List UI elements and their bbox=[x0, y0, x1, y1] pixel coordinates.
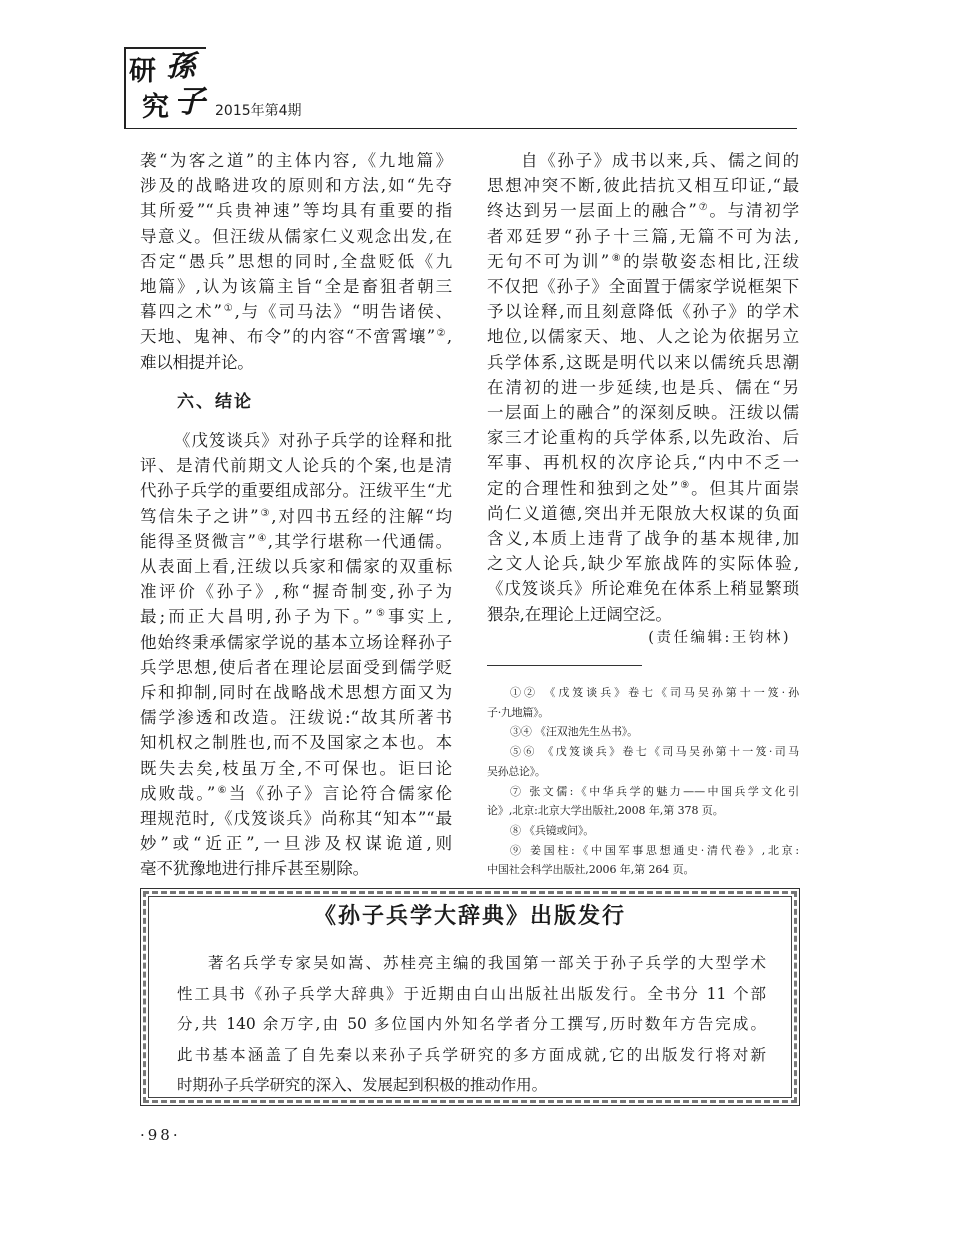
footnotes bbox=[487, 683, 799, 880]
notice-body bbox=[177, 948, 766, 1101]
text-line: 地位,以儒家天、地、人之论为依据另立 bbox=[487, 327, 799, 347]
text-line: 军事、再机权的次序论兵,“内中不乏一 bbox=[487, 453, 799, 473]
text-line: 导意义。但汪绂从儒家仁义观念出发,在 bbox=[140, 226, 452, 246]
footnote-line: 论》,北京:北京大学出版社,2008 年,第 378 页。 bbox=[487, 804, 724, 818]
text-line: 难以相提并论。 bbox=[140, 352, 254, 372]
notice-line: 分,共 140 余万字,由 50 多位国内外知名学者分工撰写,历时数年方告完成。 bbox=[177, 1015, 766, 1033]
text-line: 既失去矣,枝虽万全,不可保也。讵曰论 bbox=[140, 758, 452, 778]
text-line: 袭“为客之道”的主体内容,《九地篇》 bbox=[140, 151, 452, 170]
footnote-line: ⑨ 姜国柱:《中国军事思想通史·清代卷》,北京: bbox=[510, 843, 799, 857]
footnote-line: ⑦ 张文儒:《中华兵学的魅力——中国兵学文化引 bbox=[510, 784, 799, 798]
text-line: 家三才论重构的兵学体系,以先政治、后 bbox=[487, 428, 799, 448]
footnote-ref: ① bbox=[221, 303, 235, 315]
text-line: 妙”或“近正”,一旦涉及权谋诡道,则 bbox=[140, 834, 452, 854]
text-line: 无句不可为训”⑧的崇敬姿态相比,汪绂 bbox=[487, 251, 799, 271]
editor-credit: (责任编辑:王钧林) bbox=[648, 630, 791, 646]
logo-char: 研 bbox=[129, 56, 156, 87]
text-line: 终达到另一层面上的融合”⑦。与清初学 bbox=[487, 201, 799, 221]
text-line: 从表面上看,汪绂以兵家和儒家的双重标 bbox=[140, 557, 452, 577]
notice-line: 此书基本涵盖了自先秦以来孙子兵学研究的多方面成就,它的出版发行将对新 bbox=[177, 1045, 766, 1064]
notice-line: 性工具书《孙子兵学大辞典》于近期由白山出版社出版发行。全书分 11 个部 bbox=[177, 984, 766, 1003]
notice-line: 著名兵学专家吴如嵩、苏桂亮主编的我国第一部关于孙子兵学的大型学术 bbox=[208, 954, 766, 972]
footnote-ref: ③ bbox=[258, 507, 272, 519]
text-line: 不仅把《孙子》全面置于儒家学说框架下 bbox=[487, 277, 799, 297]
left-column-continued bbox=[140, 148, 452, 375]
text-line: 猥杂,在理论上迂阔空泛。 bbox=[487, 604, 672, 624]
left-column-conclusion bbox=[140, 428, 452, 882]
text-line: 者邓廷罗“孙子十三篇,无篇不可为法, bbox=[487, 226, 799, 246]
footnote-line: ①② 《戊笈谈兵》卷七《司马吴孙第十一笈·孙 bbox=[510, 686, 799, 699]
text-line: 《戊笈谈兵》所论难免在体系上稍显繁琐 bbox=[487, 579, 799, 599]
text-line: 否定“愚兵”思想的同时,全盘贬低《九 bbox=[140, 251, 452, 271]
text-line: 之文人论兵,缺少军旅战阵的实际体验, bbox=[487, 554, 799, 574]
text-line: 予以诠释,而且刻意降低《孙子》的学术 bbox=[487, 302, 799, 322]
footnote-line: ③④ 《汪双池先生丛书》。 bbox=[510, 725, 638, 739]
text-line: 儒学渗透和改造。汪绂说:“故其所著书 bbox=[140, 708, 452, 728]
issue-label: 2015年第4期 bbox=[215, 103, 302, 119]
text-line: 暮四之术”①,与《司马法》“明告诸侯、 bbox=[140, 302, 452, 322]
logo-char: 子 bbox=[174, 84, 205, 120]
page-number: ·98· bbox=[140, 1126, 181, 1144]
footnote-line: 中国社会科学出版社,2006 年,第 264 页。 bbox=[487, 863, 695, 877]
logo-char: 究 bbox=[142, 92, 169, 123]
text-line: 定的合理性和独到之处”⑨。但其片面崇 bbox=[487, 478, 799, 498]
logo-char: 孫 bbox=[166, 49, 196, 83]
publication-notice-box bbox=[140, 888, 800, 1106]
text-line: 尚仁义道德,突出并无限放大权谋的负面 bbox=[487, 503, 799, 523]
text-line: 成败哉。”⑥当《孙子》言论符合儒家伦 bbox=[140, 783, 453, 803]
journal-logo bbox=[124, 47, 206, 128]
header-rule bbox=[124, 128, 797, 129]
text-line: 兵学体系,这既是明代以来以儒统兵思潮 bbox=[487, 352, 799, 372]
footnote-line: ⑤⑥ 《戊笈谈兵》卷七《司马吴孙第十一笈·司马 bbox=[510, 745, 799, 759]
text-line: 笃信朱子之讲”③,对四书五经的注解“均 bbox=[140, 506, 452, 526]
text-line: 在清初的进一步延续,也是兵、儒在“另 bbox=[487, 377, 799, 397]
footnote-ref: ⑨ bbox=[678, 479, 692, 491]
text-line: 地篇》,认为该篇主旨“全是畜狙者朝三 bbox=[140, 277, 452, 297]
notice-title: 《孙子兵学大辞典》出版发行 bbox=[313, 903, 626, 929]
text-line: 一层面上的融合”的深刻反映。汪绂以儒 bbox=[487, 403, 799, 423]
footnote-rule bbox=[487, 665, 642, 666]
text-line: 最;而正大昌明,孙子为下。”⑤事实上, bbox=[140, 607, 452, 627]
text-line: 天地、鬼神、布令”的内容“不啻霄壤”②, bbox=[140, 327, 452, 347]
text-line: 代孙子兵学的重要组成部分。汪绂平生“尤 bbox=[140, 481, 452, 501]
text-line: 知机权之制胜也,而不及国家之本也。本 bbox=[140, 733, 452, 753]
footnote-ref: ⑤ bbox=[372, 608, 389, 620]
footnote-ref: ⑧ bbox=[609, 252, 624, 264]
text-line: 《戊笈谈兵》对孙子兵学的诠释和批 bbox=[174, 431, 452, 450]
text-line: 涉及的战略进攻的原则和方法,如“先夺 bbox=[140, 176, 452, 196]
text-line: 他始终秉承儒家学说的基本立场诠释孙子 bbox=[140, 632, 452, 652]
text-line: 能得圣贤微言”④,其学行堪称一代通儒。 bbox=[140, 531, 452, 551]
footnote-line: 吴孙总论》。 bbox=[487, 764, 546, 778]
text-line: 理规范时,《戊笈谈兵》尚称其“知本”“最 bbox=[140, 809, 452, 829]
text-line: 含义,本质上违背了战争的基本规律,加 bbox=[487, 529, 799, 549]
text-line: 毫不犹豫地进行排斥甚至剔除。 bbox=[140, 859, 369, 879]
footnote-line: ⑧ 《兵镜或问》。 bbox=[510, 823, 594, 837]
footnote-ref: ⑥ bbox=[215, 784, 229, 796]
text-line: 其所爱”“兵贵神速”等均具有重要的指 bbox=[140, 201, 452, 221]
text-line: 斥和抑制,同时在战略战术思想方面又为 bbox=[140, 683, 452, 703]
footnote-ref: ④ bbox=[255, 532, 268, 544]
notice-line: 时期孙子兵学研究的深入、发展起到积极的推动作用。 bbox=[177, 1076, 548, 1094]
text-line: 准评价《孙子》,称“握奇制变,孙子为 bbox=[140, 582, 452, 602]
section-heading: 六、结论 bbox=[177, 392, 253, 412]
text-line: 兵学思想,使后者在理论层面受到儒学贬 bbox=[140, 657, 452, 677]
footnote-line: 子·九地篇》。 bbox=[487, 705, 549, 719]
footnote-ref: ⑦ bbox=[696, 202, 710, 214]
text-line: 自《孙子》成书以来,兵、儒之间的 bbox=[521, 151, 799, 170]
footnote-ref: ② bbox=[435, 328, 447, 340]
text-line: 评、是清代前期文人论兵的个案,也是清 bbox=[140, 456, 452, 476]
right-column bbox=[487, 148, 799, 627]
text-line: 思想冲突不断,彼此拮抗又相互印证,“最 bbox=[487, 176, 799, 196]
